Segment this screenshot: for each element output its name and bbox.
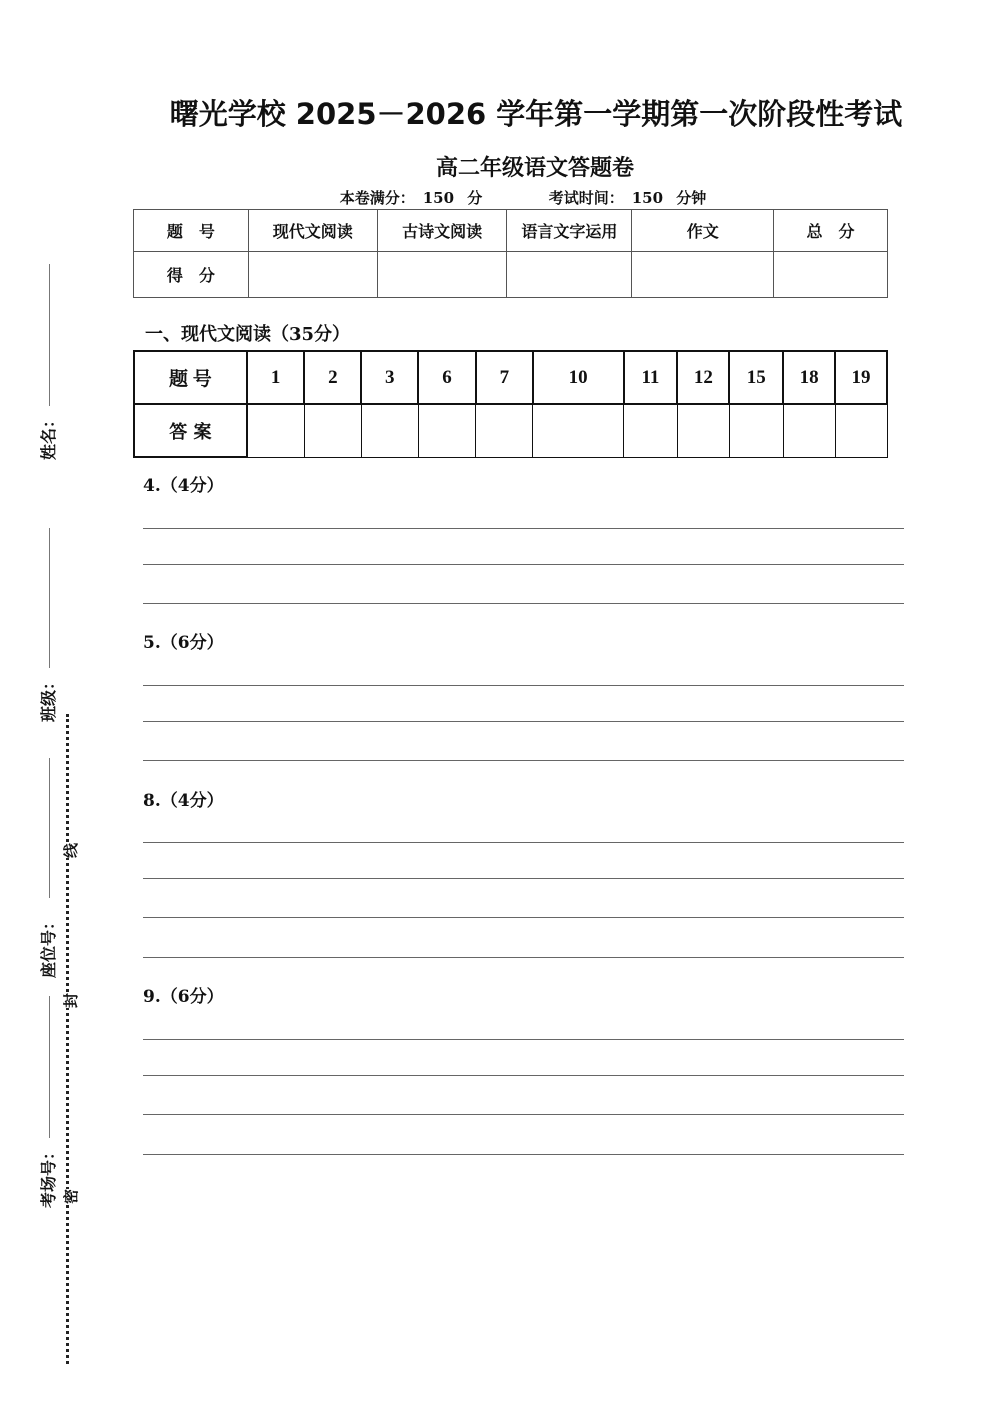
answer-line-q8[interactable] (143, 878, 904, 879)
answer-table-answer-row (134, 404, 887, 457)
time-label: 考试时间： (548, 189, 624, 207)
answer-cell[interactable] (361, 404, 418, 457)
room-label: 考场号： (39, 1143, 58, 1208)
score-header-cell: 题 号 (134, 210, 249, 252)
answer-line-q9[interactable] (143, 1075, 904, 1076)
seat-field-line[interactable] (49, 758, 50, 898)
score-header-cell: 现代文阅读 (248, 210, 377, 252)
answer-line-q9[interactable] (143, 1154, 904, 1155)
answer-line-q5[interactable] (143, 721, 904, 722)
full-score-label: 本卷满分： (339, 189, 415, 207)
question-number: 1 (247, 351, 305, 404)
score-header-cell: 作文 (632, 210, 774, 252)
question-number: 19 (835, 351, 887, 404)
score-header-cell: 古诗文阅读 (377, 210, 507, 252)
question-number: 18 (783, 351, 835, 404)
full-score-value: 150 (422, 189, 455, 207)
answer-line-q8[interactable] (143, 917, 904, 918)
exam-title: 曙光学校 2025－2026 学年第一学期第一次阶段性考试 (169, 97, 903, 131)
question-number: 12 (677, 351, 729, 404)
room-field-line[interactable] (49, 996, 50, 1138)
answer-line-q8[interactable] (143, 957, 904, 958)
answer-line-q4[interactable] (143, 564, 904, 565)
question-9-label: 9.（6分） (143, 987, 224, 1007)
question-number: 10 (533, 351, 624, 404)
score-cell-total[interactable] (774, 252, 888, 298)
answer-cell[interactable] (247, 404, 305, 457)
score-cell-modern-reading[interactable] (248, 252, 377, 298)
answer-cell[interactable] (533, 404, 624, 457)
class-field-line[interactable] (49, 528, 50, 668)
question-number: 7 (476, 351, 533, 404)
answer-cell[interactable] (476, 404, 533, 457)
time-value: 150 (631, 189, 664, 207)
answer-line-q4[interactable] (143, 603, 904, 604)
answer-cell[interactable] (835, 404, 887, 457)
full-score-unit: 分 (467, 189, 483, 207)
answer-line-q4[interactable] (143, 528, 904, 529)
question-number: 2 (304, 351, 361, 404)
question-number-label: 题 号 (134, 351, 247, 404)
answer-cell[interactable] (677, 404, 729, 457)
answer-table (133, 350, 888, 458)
answer-line-q9[interactable] (143, 1039, 904, 1040)
exam-subtitle: 高二年级语文答题卷 (435, 155, 634, 181)
seal-char-feng: 封 (62, 992, 80, 1008)
answer-table-number-row (134, 351, 887, 404)
question-8-label: 8.（4分） (143, 791, 224, 811)
score-cell-language-use[interactable] (507, 252, 632, 298)
score-table-header-row (134, 210, 888, 252)
answer-line-q5[interactable] (143, 760, 904, 761)
score-header-cell: 总 分 (774, 210, 888, 252)
exam-meta (0, 187, 1000, 208)
question-5-label: 5.（6分） (143, 633, 224, 653)
score-header-cell: 语言文字运用 (507, 210, 632, 252)
answer-cell[interactable] (624, 404, 678, 457)
answer-line-q5[interactable] (143, 685, 904, 686)
class-label: 班级： (39, 673, 58, 722)
seat-label: 座位号： (39, 913, 58, 978)
question-number: 6 (418, 351, 476, 404)
answer-cell[interactable] (729, 404, 783, 457)
score-row-label: 得 分 (134, 252, 249, 298)
answer-cell[interactable] (783, 404, 835, 457)
answer-cell[interactable] (304, 404, 361, 457)
seal-char-mi: 密 (62, 1188, 80, 1204)
seal-char-xian: 线 (62, 842, 80, 858)
score-cell-essay[interactable] (632, 252, 774, 298)
answer-line-q8[interactable] (143, 842, 904, 843)
question-number: 3 (361, 351, 418, 404)
name-field-line[interactable] (49, 264, 50, 406)
score-table-score-row (134, 252, 888, 298)
seal-dotted-line (66, 714, 69, 1364)
name-label: 姓名： (39, 411, 58, 460)
question-4-label: 4.（4分） (143, 476, 224, 496)
score-table (133, 209, 888, 298)
question-number: 11 (624, 351, 678, 404)
time-unit: 分钟 (676, 189, 707, 207)
question-number: 15 (729, 351, 783, 404)
answer-cell[interactable] (418, 404, 476, 457)
answer-label: 答 案 (134, 404, 247, 457)
answer-line-q9[interactable] (143, 1114, 904, 1115)
section-title-modern-reading: 一、现代文阅读（35分） (145, 324, 351, 345)
score-cell-classical-reading[interactable] (377, 252, 507, 298)
